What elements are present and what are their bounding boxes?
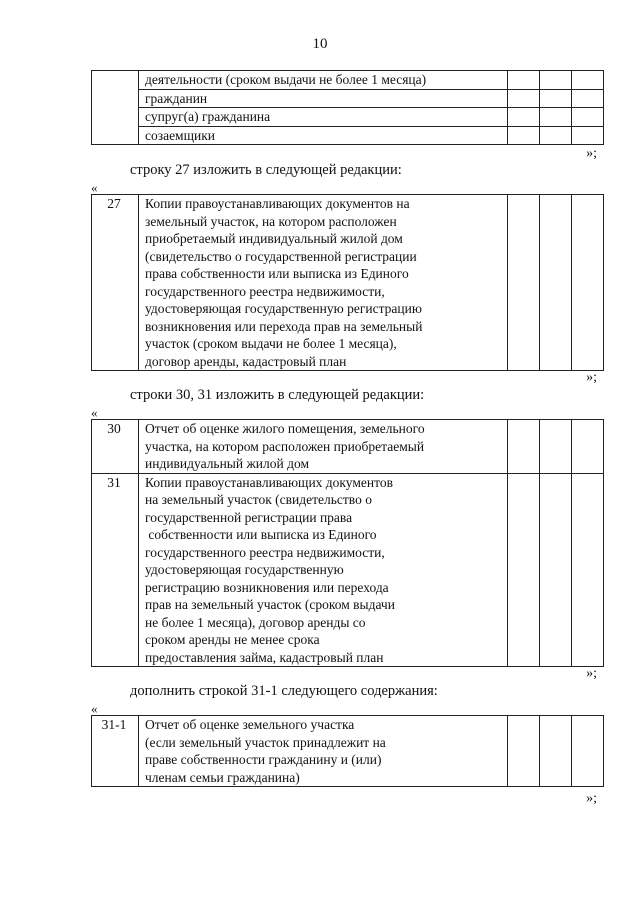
table-row xyxy=(92,420,604,474)
empty-cell xyxy=(572,716,604,787)
empty-cell xyxy=(540,195,572,371)
row-text-line: не более 1 месяца), договор аренды со xyxy=(145,614,366,630)
row-text-line: (свидетельство о государственной регистрации xyxy=(145,248,417,264)
row-text-line: приобретаемый индивидуальный жилой дом xyxy=(145,231,403,246)
row-text-line: собственности или выписка из Единого xyxy=(145,527,377,542)
empty-cell xyxy=(540,126,572,145)
row-number-cell xyxy=(92,71,139,145)
closing-quote: »; xyxy=(586,666,597,681)
row-text-cell xyxy=(139,473,508,667)
row-text-line: государственного реестра недвижимости, xyxy=(145,544,385,560)
row-text-line: Копии правоустанавливающих документов на xyxy=(145,196,410,211)
row-text-line: индивидуальный жилой дом xyxy=(145,456,310,471)
table-row xyxy=(92,108,604,127)
row-text-line: земельный участок, на котором расположен xyxy=(145,213,397,229)
empty-cell xyxy=(508,195,540,371)
table-row xyxy=(92,473,604,667)
empty-cell xyxy=(540,108,572,127)
row-number: 31-1 xyxy=(101,717,127,732)
row-text-line: праве собственности гражданину и (или) xyxy=(145,752,382,767)
empty-cell xyxy=(572,126,604,145)
instruction-paragraph: дополнить строкой 31-1 следующего содержания: xyxy=(130,683,438,699)
empty-cell xyxy=(572,71,604,90)
closing-quote: »; xyxy=(586,146,597,161)
table-row xyxy=(92,71,604,90)
instruction-paragraph: строку 27 изложить в следующей редакции: xyxy=(130,162,402,178)
row-31-1-table xyxy=(91,715,604,787)
row-text-line: (если земельный участок принадлежит на xyxy=(145,734,386,750)
empty-cell xyxy=(540,89,572,108)
row-number: 30 xyxy=(107,421,121,436)
empty-cell xyxy=(572,473,604,667)
row-text-cell xyxy=(139,71,508,90)
empty-cell xyxy=(572,195,604,371)
row-text-line: права собственности или выписка из Единого xyxy=(145,266,409,281)
row-text-line: Копии правоустанавливающих документов xyxy=(145,474,393,490)
row-text-cell xyxy=(139,716,508,787)
continuation-table xyxy=(91,70,604,145)
empty-cell xyxy=(508,89,540,108)
row-text-line: удостоверяющая государственную xyxy=(145,562,344,577)
closing-quote: »; xyxy=(586,370,597,385)
opening-quote: « xyxy=(91,405,98,420)
row-number-cell xyxy=(92,195,139,371)
row-text-line: супруг(а) гражданина xyxy=(145,109,271,124)
row-text-line: возникновения или перехода прав на земельный xyxy=(145,318,423,334)
row-number: 27 xyxy=(107,196,121,211)
instruction-paragraph: строки 30, 31 изложить в следующей редакции: xyxy=(130,387,425,403)
row-number-cell xyxy=(92,473,139,667)
empty-cell xyxy=(540,420,572,474)
row-text-line: удостоверяющая государственную регистрацию xyxy=(145,301,422,316)
row-27-table xyxy=(91,194,604,371)
row-text-line: участка, на котором расположен приобретаемый xyxy=(145,438,425,454)
row-text-line: государственного реестра недвижимости, xyxy=(145,283,385,299)
row-text-line: договор аренды, кадастровый план xyxy=(145,353,347,369)
row-text-line: регистрацию возникновения или перехода xyxy=(145,579,389,595)
row-text-line: участок (сроком выдачи не более 1 месяца), xyxy=(145,336,397,351)
row-text-line: членам семьи гражданина) xyxy=(145,769,300,785)
row-text-line: созаемщики xyxy=(145,127,216,143)
row-text-line: на земельный участок (свидетельство о xyxy=(145,492,372,507)
opening-quote: « xyxy=(91,701,98,716)
row-text-line: Отчет об оценке жилого помещения, земельного xyxy=(145,421,425,436)
row-text-cell xyxy=(139,108,508,127)
empty-cell xyxy=(508,126,540,145)
empty-cell xyxy=(572,89,604,108)
table-row xyxy=(92,89,604,108)
empty-cell xyxy=(540,716,572,787)
row-text-line: предоставления займа, кадастровый план xyxy=(145,649,384,665)
empty-cell xyxy=(508,473,540,667)
page-number: 10 xyxy=(312,36,328,52)
empty-cell xyxy=(508,420,540,474)
opening-quote: « xyxy=(91,180,98,195)
empty-cell xyxy=(572,108,604,127)
empty-cell xyxy=(540,71,572,90)
row-number: 31 xyxy=(107,474,121,490)
rows-30-31-table xyxy=(91,419,604,667)
empty-cell xyxy=(540,473,572,667)
row-text-cell xyxy=(139,195,508,371)
table-row xyxy=(92,126,604,145)
closing-quote: »; xyxy=(586,791,597,806)
empty-cell xyxy=(508,716,540,787)
row-text-line: деятельности (сроком выдачи не более 1 месяца) xyxy=(145,72,427,87)
row-text-cell xyxy=(139,420,508,474)
empty-cell xyxy=(508,71,540,90)
row-text-line: прав на земельный участок (сроком выдачи xyxy=(145,597,395,612)
empty-cell xyxy=(572,420,604,474)
row-number-cell xyxy=(92,420,139,474)
table-row xyxy=(92,195,604,371)
row-text-cell xyxy=(139,89,508,108)
row-number-cell xyxy=(92,716,139,787)
row-text-line: сроком аренды не менее срока xyxy=(145,632,320,647)
empty-cell xyxy=(508,108,540,127)
table-row xyxy=(92,716,604,787)
row-text-line: Отчет об оценке земельного участка xyxy=(145,717,355,732)
row-text-line: гражданин xyxy=(145,90,208,106)
row-text-line: государственной регистрации права xyxy=(145,509,353,525)
row-text-cell xyxy=(139,126,508,145)
